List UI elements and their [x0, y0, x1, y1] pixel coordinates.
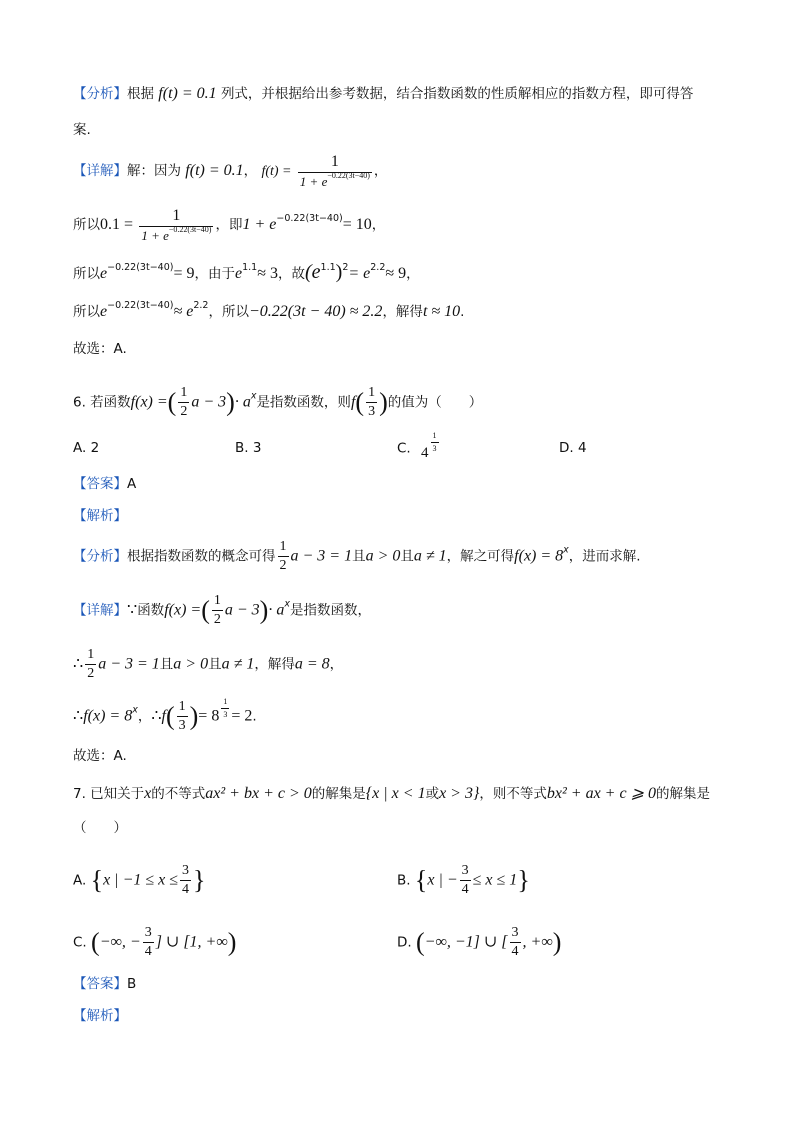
fraction [366, 386, 377, 419]
equation: (e [304, 261, 321, 283]
analysis-tag: 【分析】 [73, 86, 127, 102]
q6-detail-line-1 [73, 594, 738, 627]
answer-blank: （ ） [73, 820, 127, 836]
analysis-text-cont: 列式，并根据给出参考数据，结合指数函数的性质解相应的指数方程，即可得答 [220, 86, 694, 102]
analysis-text: 根据 [127, 86, 154, 102]
inequality: bx² + ax + c ⩾ 0 [546, 785, 656, 802]
fraction-denominator [298, 173, 372, 188]
equation: 0.1 = [100, 216, 134, 233]
detail-text: 且 [159, 656, 174, 673]
equation: · a [234, 393, 251, 411]
separator: ， [371, 217, 386, 233]
equation: e [234, 265, 243, 282]
exponent-fraction [221, 698, 229, 719]
fraction [212, 594, 223, 627]
paren-close: ) [259, 595, 269, 625]
den-exponent: −0.22(3t−40) [327, 171, 370, 180]
question-6 [73, 386, 738, 419]
answer-line-6 [73, 474, 738, 494]
equation: = e [348, 265, 371, 282]
fraction-numerator: 1 [85, 648, 96, 665]
fraction [85, 648, 96, 681]
analysis-tag: 【分析】 [73, 548, 127, 565]
fraction-denominator: 2 [279, 558, 287, 573]
fraction-numerator: 1 [177, 700, 188, 717]
fraction-denominator: 2 [87, 666, 95, 681]
equation: f(x) = [164, 601, 202, 619]
choice-label: C. [73, 934, 87, 951]
choice-c [397, 431, 441, 461]
choice-c-exponent [431, 432, 439, 453]
fraction-denominator: 4 [182, 882, 190, 897]
exp-denominator: 3 [432, 444, 437, 453]
separator: . [460, 304, 465, 320]
separator: . [252, 708, 257, 725]
choice-math: ] ∪ [1, +∞ [155, 933, 228, 951]
equation: f(x) = 8 [514, 547, 564, 565]
question-7 [73, 784, 738, 804]
q7-choice-a [73, 864, 206, 897]
den-base: 1 + e [141, 228, 169, 243]
q7-choice-b [397, 864, 530, 897]
exponent: x [132, 704, 138, 716]
choice-c-base: 4 [421, 444, 429, 461]
fraction-denominator: 3 [178, 718, 186, 733]
question-7-text: 的解集是 [655, 786, 710, 802]
brace-close: } [193, 865, 206, 895]
equation: a − 3 [191, 393, 227, 411]
choice-label: A. [73, 872, 87, 889]
question-7-text: ，则不等式 [479, 786, 547, 802]
fraction-denominator [139, 227, 213, 242]
fraction-numerator: 1 [139, 208, 213, 227]
detail-text: 所以 [73, 304, 100, 320]
equation: = 10 [342, 216, 372, 233]
detail-text: ，由于 [194, 266, 235, 282]
exponent: −0.22(3t−40) [107, 262, 174, 273]
analysis-text: ，进而求解. [568, 548, 641, 565]
equation: · a [268, 601, 285, 619]
answer-tag: 【答案】 [73, 476, 127, 492]
therefore-symbol: ∴ [73, 655, 84, 673]
detail-tag: 【详解】 [73, 602, 127, 619]
question-7-text: 或 [425, 786, 440, 802]
q6-analysis-line [73, 540, 738, 573]
question-7-text: 的解集是 [311, 786, 366, 802]
exponent: 1.1 [320, 262, 336, 273]
paren-open: ( [91, 927, 100, 957]
equation: f(x) = [130, 393, 168, 411]
because-symbol: ∵ [127, 601, 138, 619]
analysis-text: 且 [352, 548, 366, 565]
paren-close: ) [227, 927, 237, 957]
separator: ， [137, 708, 152, 725]
brace-open: { [414, 865, 428, 895]
fraction-denominator: 4 [144, 944, 152, 959]
detail-line-4 [73, 302, 738, 322]
fraction-denominator: 2 [180, 404, 188, 419]
fraction-numerator: 1 [212, 594, 223, 611]
separator: ， [243, 163, 258, 179]
detail-text: ，故 [277, 266, 305, 282]
paren-open: ( [167, 387, 177, 417]
equation: ≈ 3 [257, 265, 278, 282]
choice-math: x | −1 ≤ x ≤ [103, 871, 179, 889]
exponent: x [284, 598, 290, 610]
detail-text: ，即 [215, 217, 243, 233]
fraction-numerator: 3 [510, 926, 521, 943]
exponent: 1.1 [242, 262, 258, 273]
fraction [143, 926, 154, 959]
paren: ) [335, 261, 343, 283]
fraction [139, 208, 213, 242]
fraction [278, 540, 289, 573]
analysis-line-cont [73, 120, 738, 140]
choice-math: −∞, −1] ∪ [ [424, 933, 508, 951]
den-base: 1 + e [299, 174, 328, 189]
equation: ≈ e [173, 303, 194, 320]
equation: a − 3 [224, 601, 260, 619]
equation: = 9 [173, 265, 195, 282]
choice-b-text: B. 3 [235, 440, 262, 456]
variable: x [144, 785, 152, 802]
detail-text: 是指数函数， [289, 602, 371, 619]
question-7-text: 的不等式 [151, 786, 206, 802]
paren-close: ) [379, 387, 388, 417]
answer-value: B [127, 976, 137, 992]
den-exponent: −0.22(3t−40) [168, 225, 212, 234]
equation: = 8 [198, 707, 220, 725]
equation: a − 3 = 1 [98, 655, 160, 673]
equation: e [100, 265, 108, 282]
equation: −0.22(3t − 40) ≈ 2.2 [248, 303, 383, 320]
choice-label: D. [397, 934, 412, 951]
detail-text: 且 [208, 656, 222, 673]
paren-open: ( [355, 387, 365, 417]
choice-label: B. [397, 872, 411, 889]
equation: a > 0 [173, 655, 209, 673]
equation: f [350, 393, 356, 411]
separator: ， [329, 656, 344, 673]
equation: 1 + e [242, 216, 277, 233]
fraction [460, 864, 471, 897]
exponent: 2 [342, 262, 349, 273]
q6-detail-line-2 [73, 648, 738, 681]
equation: ≈ 9 [385, 265, 407, 282]
question-6-text: 是指数函数，则 [256, 394, 351, 411]
brace-open: { [90, 865, 104, 895]
fraction-denominator: 4 [461, 882, 469, 897]
fraction [510, 926, 521, 959]
equation: e [100, 303, 108, 320]
choice-d-text: D. 4 [559, 440, 587, 456]
detail-tag: 【详解】 [73, 163, 127, 179]
equation: f [161, 707, 166, 725]
detail-line-3 [73, 262, 738, 284]
exp-numerator: 1 [431, 432, 439, 443]
analysis-text: 根据指数函数的概念可得 [127, 548, 276, 565]
equation: f(x) = 8 [83, 707, 133, 725]
exponent: x [250, 390, 257, 402]
detail-text: ，解得 [254, 656, 295, 673]
choice-math: , +∞ [522, 933, 553, 951]
exponent: 2.2 [370, 262, 386, 273]
answer-line-7 [73, 974, 738, 994]
paren-open: ( [201, 595, 210, 625]
choice-b [235, 438, 261, 458]
analysis-heading-tag: 【解析】 [73, 1008, 127, 1024]
fraction-denominator: 2 [213, 612, 221, 627]
fraction [298, 154, 372, 188]
select-line [73, 339, 738, 359]
choice-a-text: A. 2 [73, 440, 100, 456]
analysis-text: 且 [400, 548, 414, 565]
detail-line-2 [73, 208, 738, 242]
detail-line-1 [73, 154, 738, 188]
question-7-stem: 7. 已知关于 [73, 786, 145, 802]
analysis-line [73, 84, 738, 104]
choice-math: x | − [427, 871, 458, 889]
choice-c-label: C. [397, 440, 411, 457]
paren-open: ( [415, 927, 425, 957]
fraction [178, 386, 189, 419]
paren-close: ) [226, 387, 235, 417]
question-6-stem: 6. 若函数 [73, 394, 131, 411]
equation: f(t) = 0.1 [185, 162, 244, 179]
q7-choice-c [73, 926, 236, 959]
exponent: −0.22(3t−40) [107, 300, 174, 311]
analysis-text: ，解之可得 [446, 548, 515, 565]
analysis-heading-7 [73, 1006, 738, 1026]
answer-value: A [127, 476, 137, 492]
exponent: x [563, 544, 569, 556]
equation: t ≈ 10 [422, 303, 461, 320]
detail-text: 函数 [137, 602, 165, 619]
detail-text: ，解得 [382, 304, 423, 320]
exp-numerator: 1 [221, 698, 229, 709]
therefore-symbol: ∴ [73, 707, 84, 725]
exponent: 2.2 [193, 300, 209, 311]
solution-set: {x | x < 1 [365, 785, 426, 802]
paren-open: ( [165, 701, 175, 731]
fraction-numerator: 1 [278, 540, 289, 557]
choice-d [559, 438, 587, 458]
analysis-heading-tag: 【解析】 [73, 508, 127, 524]
fraction-numerator: 3 [180, 864, 191, 881]
detail-text: 解：因为 [127, 163, 181, 179]
equation: f(t) = [261, 164, 292, 179]
brace-close: } [517, 865, 530, 895]
question-6-end: 的值为（ ） [387, 394, 483, 411]
detail-text: 所以 [73, 217, 100, 233]
fraction [180, 864, 191, 897]
paren-close: ) [552, 927, 562, 957]
exp-denominator: 3 [223, 710, 228, 719]
fraction-denominator: 3 [368, 404, 376, 419]
equation: = 2 [231, 707, 253, 725]
separator: ， [406, 266, 420, 282]
equation: a ≠ 1 [413, 547, 447, 565]
therefore-symbol: ∴ [151, 707, 162, 725]
paren-close: ) [189, 701, 199, 731]
choice-a [73, 438, 99, 458]
inequality: ax² + bx + c > 0 [205, 785, 312, 802]
equation: a − 3 = 1 [290, 547, 353, 565]
fraction [177, 700, 188, 733]
equation: f(t) = 0.1 [158, 85, 217, 102]
detail-text: 所以 [73, 266, 100, 282]
question-7-paren [73, 818, 738, 838]
fraction-denominator: 4 [511, 944, 519, 959]
solution-set: x > 3} [439, 785, 480, 802]
separator: ， [373, 163, 388, 179]
analysis-end: 案. [73, 122, 91, 138]
choice-math: −∞, − [99, 933, 141, 951]
equation: a ≠ 1 [221, 655, 255, 673]
exponent: −0.22(3t−40) [276, 213, 343, 224]
analysis-heading-6 [73, 506, 738, 526]
detail-text: ，所以 [208, 304, 249, 320]
select-text: 故选：A. [73, 341, 127, 357]
q6-select [73, 746, 738, 766]
answer-tag: 【答案】 [73, 976, 127, 992]
fraction-numerator: 3 [460, 864, 471, 881]
equation: a > 0 [365, 547, 401, 565]
choice-math: ≤ x ≤ 1 [472, 871, 518, 889]
q7-choice-d [397, 926, 561, 959]
fraction-numerator: 1 [178, 386, 189, 403]
equation: a = 8 [294, 655, 330, 673]
fraction-numerator: 3 [143, 926, 154, 943]
select-text: 故选：A. [73, 748, 127, 764]
fraction-numerator: 1 [366, 386, 377, 403]
q6-detail-line-3 [73, 697, 738, 733]
fraction-numerator: 1 [298, 154, 372, 173]
